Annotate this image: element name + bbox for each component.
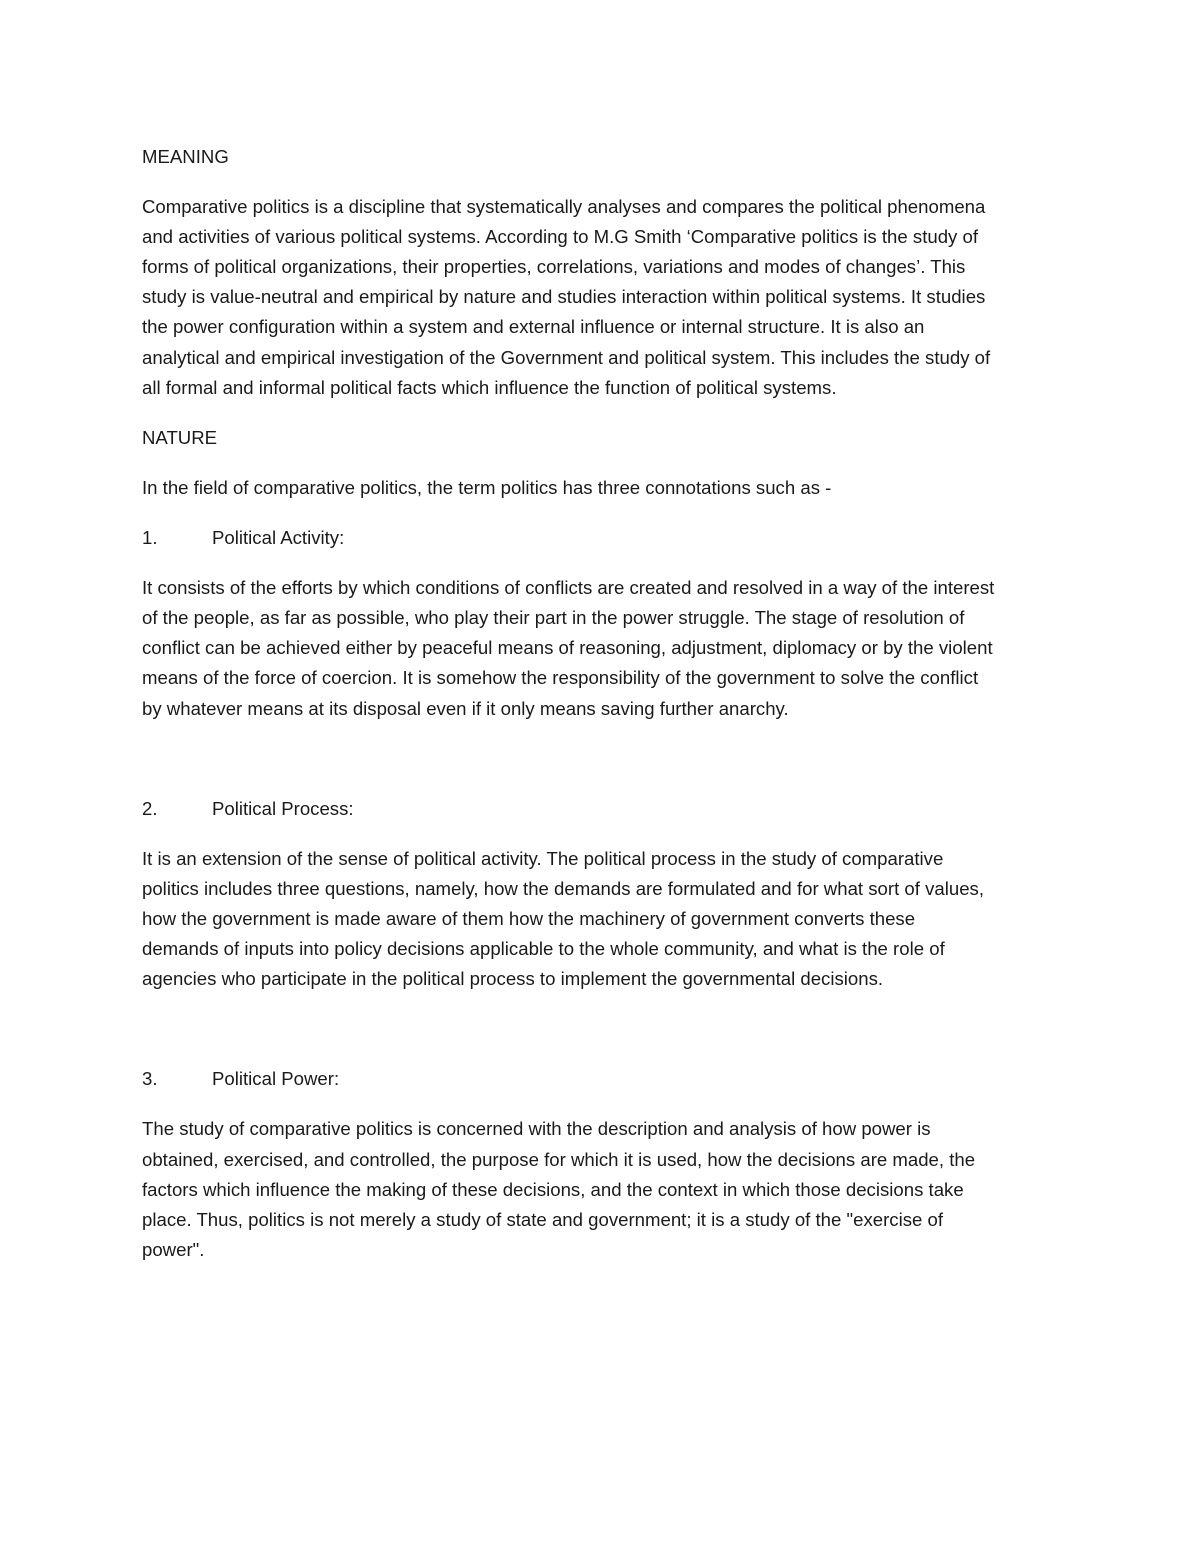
item-line: obtained, exercised, and controlled, the purpose for which it is used, how the decisions are made, the (142, 1149, 976, 1170)
meaning-line: study is value-neutral and empirical by nature and studies interaction within political systems. It studies (142, 286, 986, 307)
item-line: It is an extension of the sense of political activity. The political process in the study of comparative (142, 848, 944, 869)
item-line: demands of inputs into policy decisions applicable to the whole community, and what is the role of (142, 938, 945, 959)
item-line: place. Thus, politics is not merely a study of state and government; it is a study of the "exercise of (142, 1209, 944, 1230)
meaning-line: and activities of various political systems. According to M.G Smith ‘Comparative politics is the study of (142, 226, 979, 247)
item-line: agencies who participate in the political process to implement the governmental decisions. (142, 968, 884, 989)
item-line: politics includes three questions, namely, how the demands are formulated and for what sort of values, (142, 878, 984, 899)
item-number: 2. (142, 798, 158, 819)
item-line: means of the force of coercion. It is somehow the responsibility of the government to solve the conflict (142, 667, 979, 688)
item-line: factors which influence the making of these decisions, and the context in which those decisions take (142, 1179, 964, 1200)
item-line: how the government is made aware of them how the machinery of government converts these (142, 908, 916, 929)
item-number: 3. (142, 1068, 158, 1089)
meaning-heading: MEANING (142, 146, 229, 167)
item-line: of the people, as far as possible, who play their part in the power struggle. The stage of resolution of (142, 607, 965, 628)
nature-intro: In the field of comparative politics, the term politics has three connotations such as - (142, 477, 832, 498)
meaning-line: forms of political organizations, their properties, correlations, variations and modes of changes’. This (142, 256, 966, 277)
nature-heading: NATURE (142, 427, 218, 448)
item-title: Political Process: (212, 798, 354, 819)
item-line: power". (142, 1239, 205, 1260)
item-line: conflict can be achieved either by peaceful means of reasoning, adjustment, diplomacy or by the violent (142, 637, 993, 658)
item-title: Political Activity: (212, 527, 345, 548)
item-line: The study of comparative politics is concerned with the description and analysis of how power is (142, 1118, 931, 1139)
meaning-line: the power configuration within a system and external influence or internal structure. It is also an (142, 316, 925, 337)
item-title: Political Power: (212, 1068, 340, 1089)
meaning-line: all formal and informal political facts which influence the function of political systems. (142, 377, 837, 398)
item-line: It consists of the efforts by which conditions of conflicts are created and resolved in a way of the interest (142, 577, 995, 598)
item-line: by whatever means at its disposal even if it only means saving further anarchy. (142, 698, 789, 719)
item-number: 1. (142, 527, 158, 548)
meaning-line: Comparative politics is a discipline that systematically analyses and compares the political phenomena (142, 196, 986, 217)
meaning-line: analytical and empirical investigation of the Government and political system. This includes the study of (142, 347, 991, 368)
